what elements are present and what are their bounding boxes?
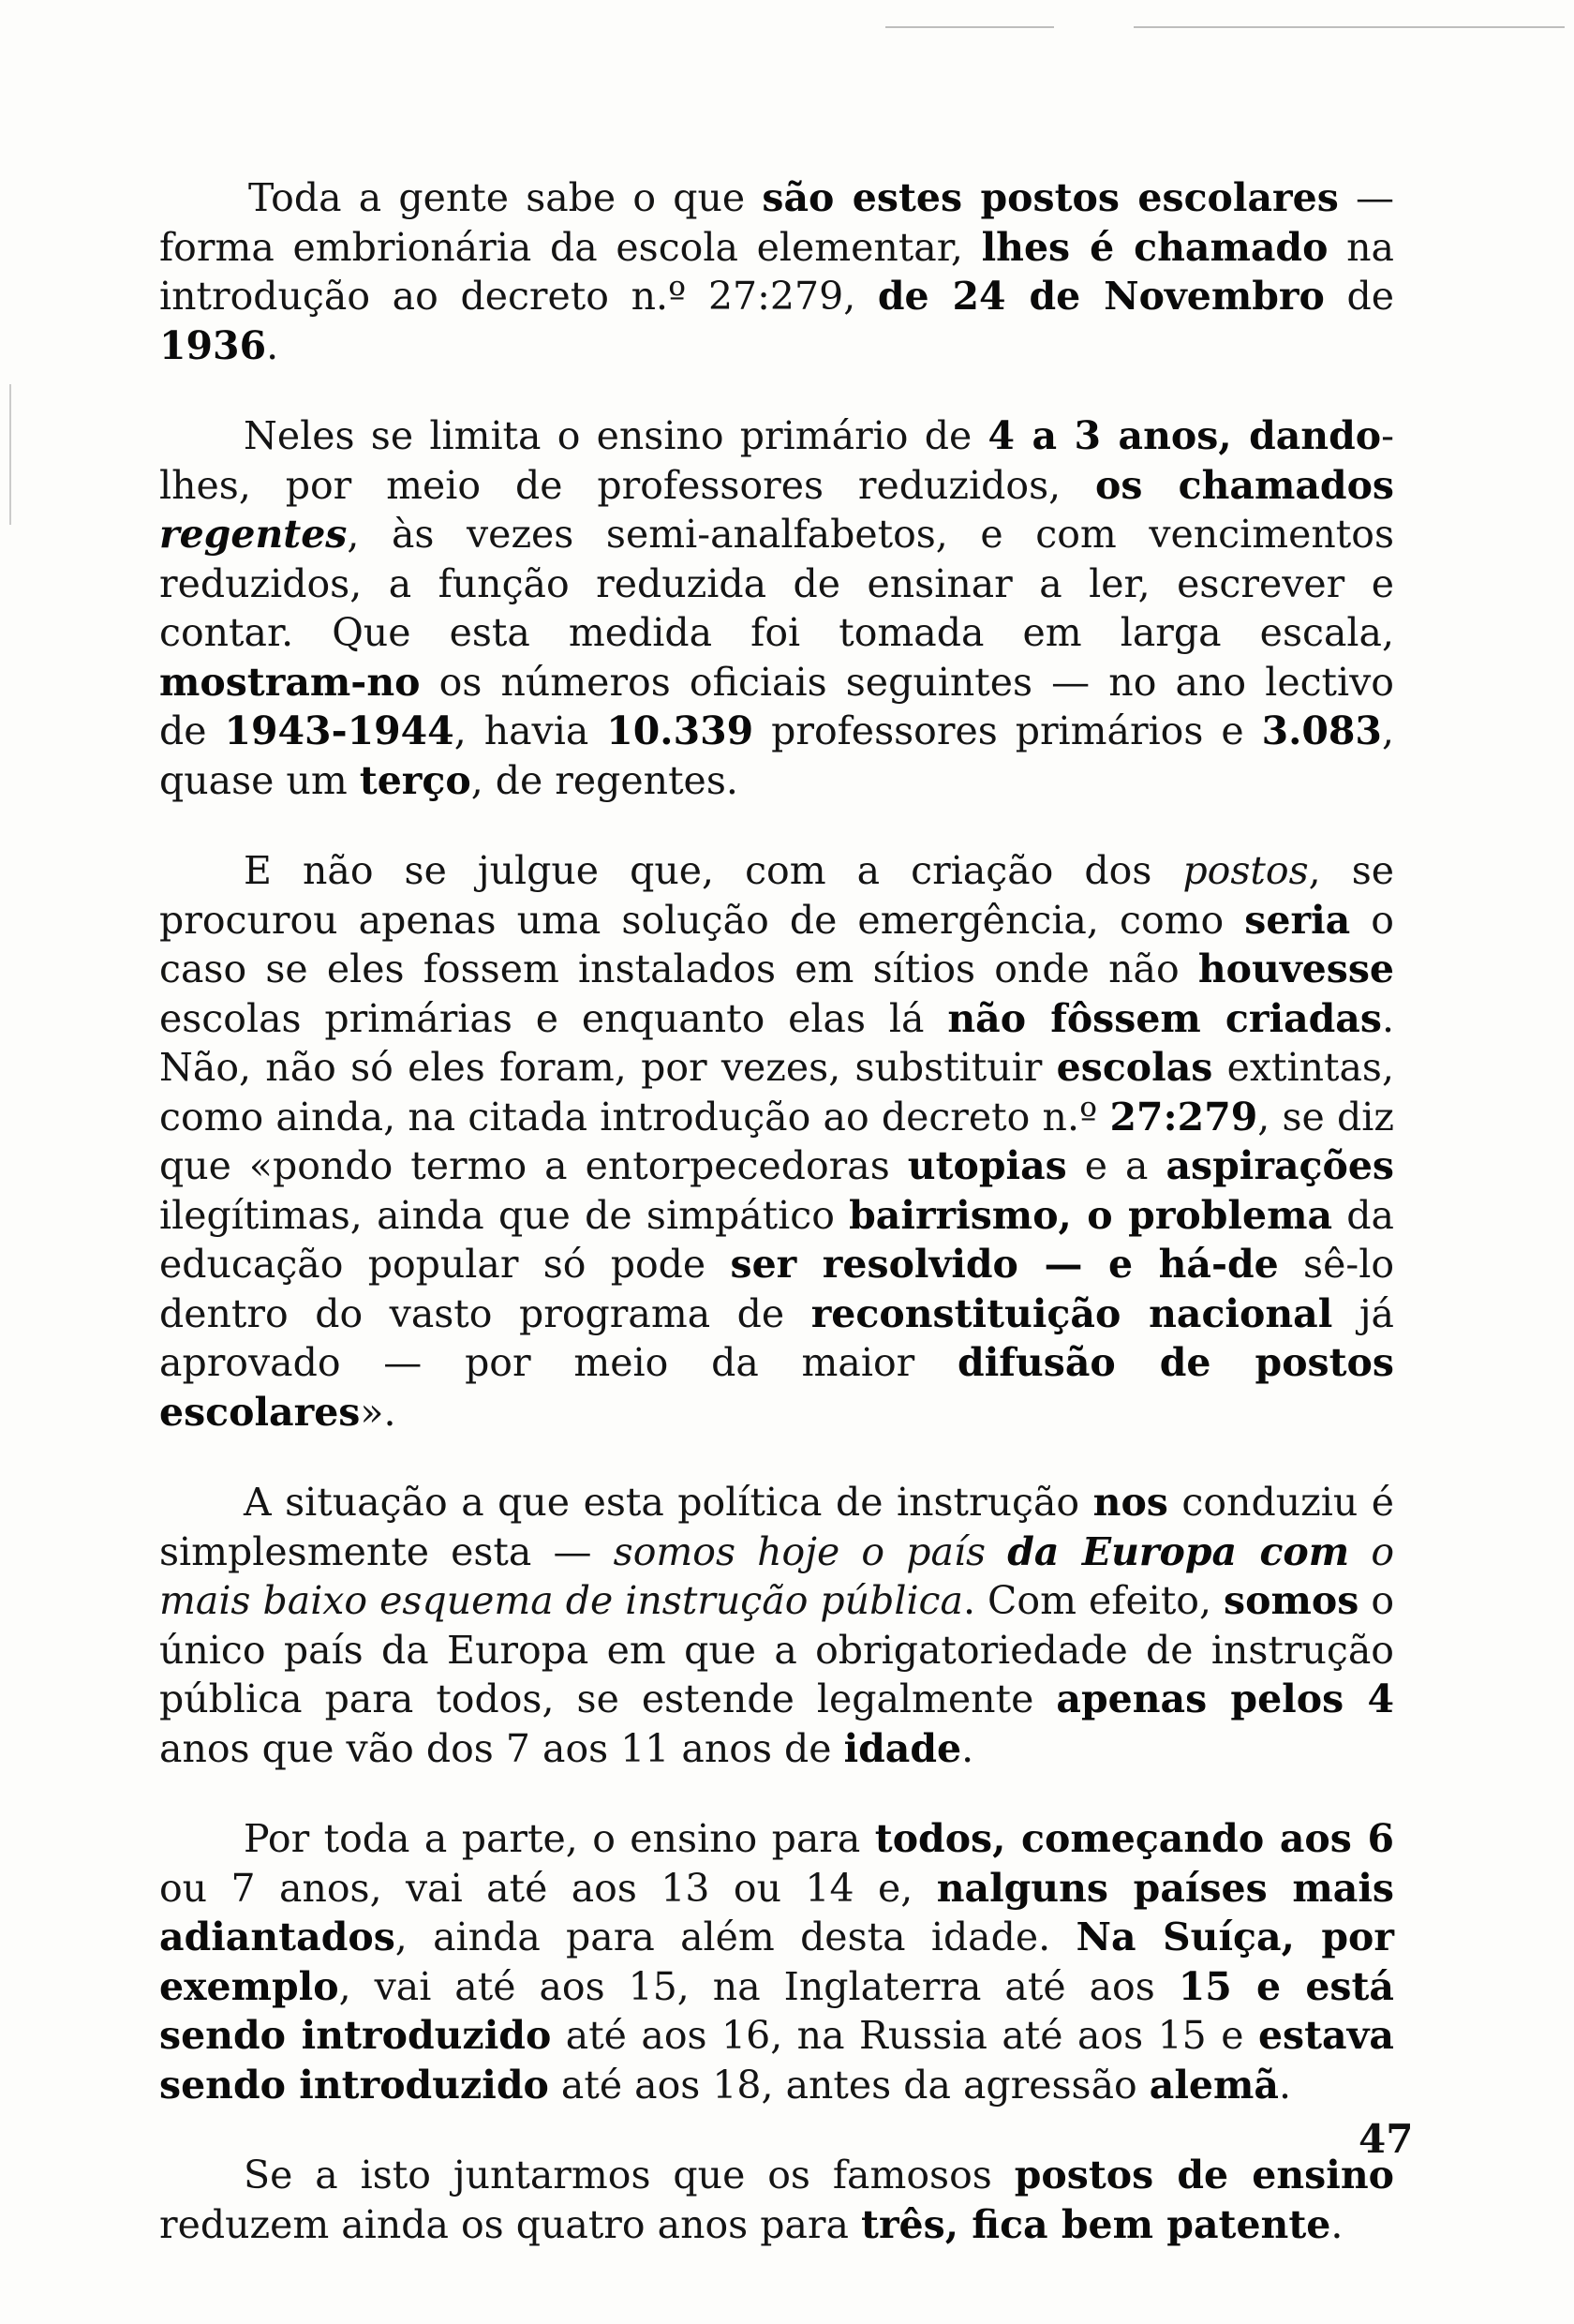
text-run: idade	[843, 1725, 962, 1771]
text-run: , ainda para além desta idade.	[394, 1914, 1077, 1959]
text-run: e a	[1066, 1143, 1166, 1188]
body-text	[159, 173, 1394, 2249]
text-run: já aprovado — por meio da maior	[159, 1290, 1394, 1385]
text-run: 10.339	[606, 708, 754, 753]
text-run: 27:279	[1109, 1094, 1258, 1140]
text-run: na introdução ao decreto n.º 27:279,	[159, 224, 1394, 319]
text-run: 1936	[159, 322, 267, 368]
text-run: não fôssem criadas	[947, 995, 1382, 1041]
text-run: 4 a 3 anos, dando	[987, 413, 1382, 458]
text-run: da educação popular só pode	[159, 1192, 1394, 1287]
text-run: A situação a que esta política de instrução	[244, 1480, 1093, 1525]
text-run: até aos 16, na Russia até aos 15 e	[551, 2013, 1258, 2058]
paragraph	[159, 411, 1394, 805]
text-run: lhes é chamado	[981, 224, 1329, 270]
text-run: escolas	[1056, 1045, 1213, 1090]
text-run: .	[1278, 2062, 1291, 2108]
paragraph	[159, 1814, 1394, 2109]
text-run: ilegítimas, ainda que de simpático	[159, 1192, 850, 1238]
text-run: ser resolvido — e há-de	[730, 1242, 1279, 1287]
text-run: todos, começando aos 6	[874, 1816, 1395, 1861]
paragraph	[159, 173, 1394, 370]
text-run: somos hoje o país	[613, 1528, 1008, 1574]
text-run: apenas pelos 4	[1056, 1676, 1394, 1721]
text-run: sê-lo dentro do vasto programa de	[159, 1242, 1394, 1336]
text-run: , vai até aos 15, na Inglaterra até aos	[338, 1963, 1179, 2009]
text-run: os números oficiais seguintes — no ano lectivo de	[159, 659, 1394, 753]
text-run: mostram-no	[159, 659, 421, 705]
text-run: Por toda a parte, o ensino para	[244, 1816, 875, 1861]
text-run: ou 7 anos, vai até aos 13 ou 14 e,	[159, 1865, 937, 1911]
text-run: o mais baixo esquema de instrução pública	[159, 1528, 1395, 1623]
text-run: , se procurou apenas uma solução de emergência, como	[159, 848, 1394, 943]
text-run: os chamados	[1095, 462, 1394, 508]
text-run: Se a isto juntarmos que os famosos	[244, 2153, 1015, 2197]
text-run: estava sendo introduzido	[159, 2013, 1394, 2108]
text-run: de 24 de Novembro	[877, 274, 1325, 319]
text-run: , de regentes.	[470, 757, 738, 803]
text-run: 1943-1944	[224, 708, 454, 753]
margin-mark	[9, 384, 11, 525]
text-run: , às vezes semi-analfabetos, e com vencimentos reduzidos, a função reduzida de ensinar a ler, escrever e contar. Que esta medida foi tomada em larga escala,	[159, 512, 1394, 655]
text-run: utopias	[907, 1143, 1067, 1188]
text-run: terço	[359, 757, 471, 803]
text-run: da Europa com	[1007, 1528, 1350, 1574]
text-run: . Não, não só eles foram, por vezes, substituir	[159, 995, 1394, 1090]
text-run: reconstituição nacional	[810, 1290, 1333, 1336]
text-run: houvesse	[1197, 946, 1394, 991]
text-run: bairrismo, o problema	[849, 1192, 1333, 1238]
text-run: anos que vão dos 7 aos 11 anos de	[159, 1725, 844, 1771]
text-run: o caso se eles fossem instalados em sítios onde não	[159, 897, 1394, 991]
text-run: .	[1330, 2201, 1344, 2247]
text-run: E não se julgue que, com a criação dos	[244, 848, 1183, 893]
text-run: difusão de postos escolares	[159, 1340, 1394, 1435]
scan-edge-line	[885, 26, 1054, 28]
text-run: 3.083	[1261, 708, 1382, 753]
text-run: .	[961, 1725, 974, 1771]
text-run: são estes postos escolares	[762, 175, 1339, 220]
text-run: regentes	[159, 512, 348, 557]
text-run: de	[1324, 274, 1395, 319]
text-run: .	[266, 322, 279, 368]
text-run: , havia	[453, 708, 607, 753]
text-run: , se diz que «pondo termo a entorpecedoras	[159, 1094, 1394, 1188]
text-run: aspirações	[1166, 1143, 1395, 1188]
text-run: conduziu é simplesmente esta —	[159, 1480, 1394, 1574]
text-run: postos	[1182, 848, 1309, 893]
text-run: nalguns países mais adiantados	[159, 1865, 1394, 1959]
text-run: Na Suíça, por exemplo	[159, 1914, 1394, 2009]
text-run: três, fica bem patente	[861, 2201, 1331, 2247]
text-run: , quase um	[159, 708, 1395, 803]
scan-edge-line	[1134, 26, 1565, 28]
text-run: escolas primárias e enquanto elas lá	[159, 995, 948, 1041]
text-run: . Com efeito,	[962, 1578, 1225, 1623]
text-run: até aos 18, antes da agressão	[548, 2062, 1150, 2108]
text-run: ».	[360, 1389, 396, 1435]
text-run: alemã	[1149, 2062, 1279, 2108]
text-run: postos de ensino	[1014, 2153, 1394, 2197]
paragraph	[159, 846, 1394, 1437]
paragraph	[159, 2151, 1394, 2249]
text-run: -lhes, por meio de professores reduzidos,	[159, 413, 1394, 508]
paragraph	[159, 1478, 1394, 1773]
text-run: nos	[1092, 1480, 1168, 1525]
text-run: Neles se limita o ensino primário de	[244, 413, 988, 458]
text-run: reduzem ainda os quatro anos para	[159, 2201, 861, 2247]
text-run: somos	[1224, 1578, 1359, 1623]
text-run: 15 e está sendo introduzido	[159, 1963, 1394, 2058]
text-run: seria	[1244, 897, 1351, 943]
text-run: o único país da Europa em que a obrigatoriedade de instrução pública para todos, se estende legalmente	[159, 1578, 1395, 1721]
text-run: professores primários e	[753, 708, 1262, 753]
text-run: — forma embrionária da escola elementar,	[159, 175, 1394, 270]
text-run: Toda a gente sabe o que	[248, 175, 763, 220]
text-run: extintas, como ainda, na citada introdução ao decreto n.º	[159, 1045, 1394, 1140]
page-number: 47	[1359, 2116, 1414, 2162]
